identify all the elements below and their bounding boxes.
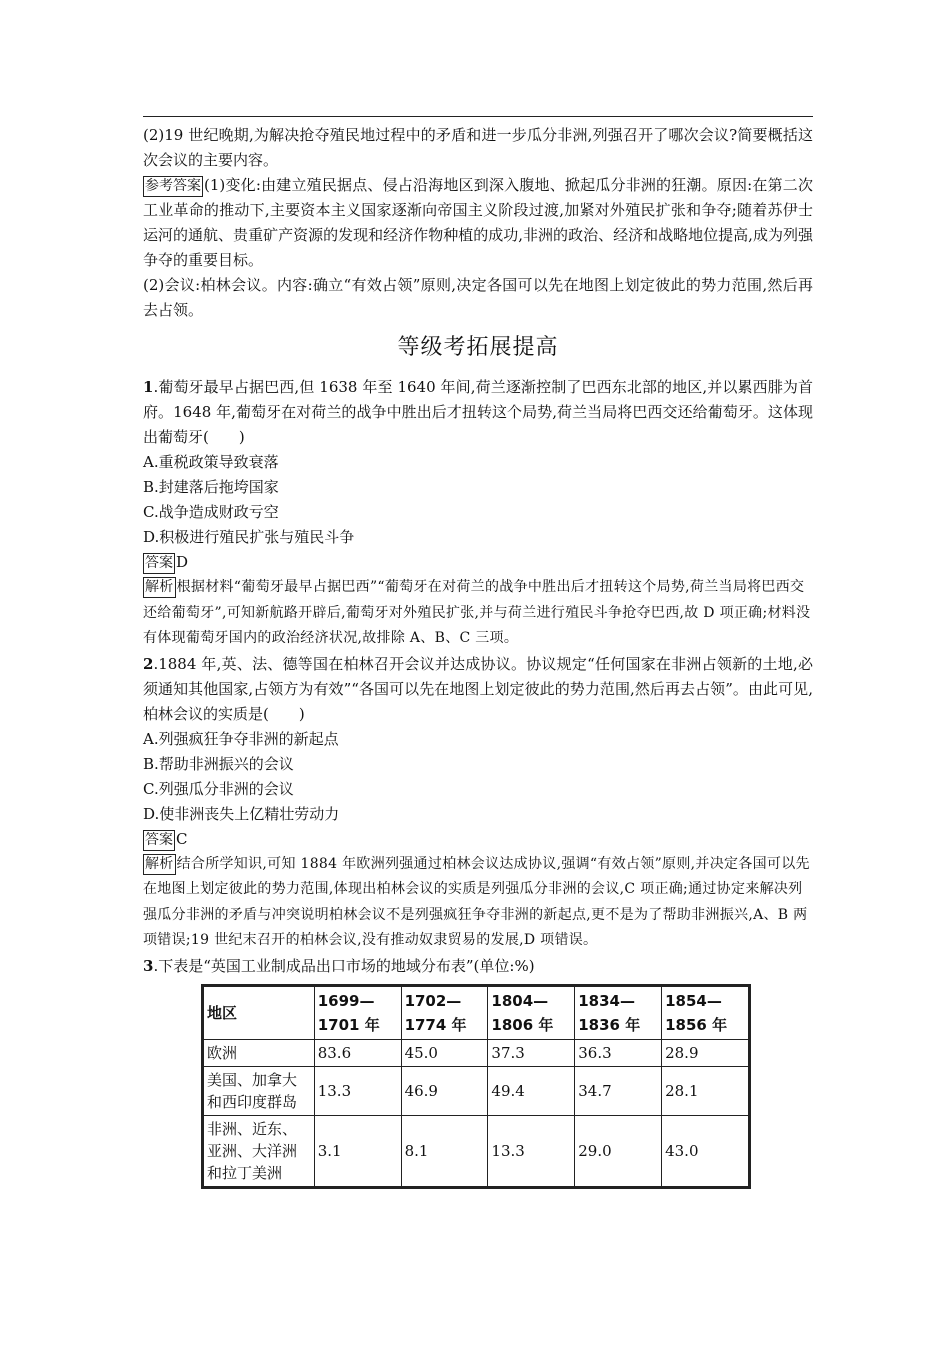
q1-stem: [143, 375, 813, 450]
q1-option-d: D.积极进行殖民扩张与殖民斗争: [143, 528, 355, 546]
q1-option-b: B.封建落后拖垮国家: [143, 478, 279, 496]
table-row: [203, 1039, 750, 1066]
table-cell: 8.1: [401, 1115, 488, 1187]
table-cell: 3.1: [314, 1115, 401, 1187]
table-row: [203, 1066, 750, 1115]
table-header-cell: 1804—1806 年: [488, 985, 575, 1039]
reference-answer-tag: 参考答案: [143, 176, 203, 197]
table-header-cell: 1834—1836 年: [575, 985, 662, 1039]
table-cell-region: 欧洲: [203, 1039, 315, 1066]
table-cell: 34.7: [575, 1066, 662, 1115]
table-cell: 49.4: [488, 1066, 575, 1115]
prev-answer-part1-text: (1)变化:由建立殖民据点、侵占沿海地区到深入腹地、掀起瓜分非洲的狂潮。原因:在第二次工业革命的推动下,主要资本主义国家逐渐向帝国主义阶段过渡,加紧对外殖民扩张和争夺;随着苏伊士运河的通航、贵重矿产资源的发现和经济作物种植的成功,非洲的政治、经济和战略地位提高,成为列强争夺的重要目标。: [143, 176, 813, 269]
table-cell: 45.0: [401, 1039, 488, 1066]
q2-answer: [143, 827, 813, 852]
q3-stem-text: .下表是“英国工业制成品出口市场的地域分布表”(单位:%): [153, 956, 535, 975]
table-header-cell: 1854—1856 年: [662, 985, 750, 1039]
table-header-row: [203, 985, 750, 1039]
q1-number: 1: [143, 378, 154, 396]
table-header-cell: 1702—1774 年: [401, 985, 488, 1039]
table-cell: 36.3: [575, 1039, 662, 1066]
table-cell: 43.0: [662, 1115, 750, 1187]
q2-option-b: B.帮助非洲振兴的会议: [143, 754, 294, 773]
section-title: 等级考拓展提高: [397, 335, 559, 360]
table-cell: 28.9: [662, 1039, 750, 1066]
table-cell: 13.3: [488, 1115, 575, 1187]
q1-answer-value: D: [176, 553, 189, 571]
prev-answer-part2: (2)会议:柏林会议。内容:确立“有效占领”原则,决定各国可以先在地图上划定彼此的势力范围,然后再去占领。: [143, 276, 813, 319]
q2-option-a: A.列强疯狂争夺非洲的新起点: [143, 729, 339, 748]
q2-number: 2: [143, 654, 154, 673]
top-rule: [143, 116, 813, 117]
q2-answer-tag: 答案: [143, 830, 175, 851]
table-cell: 28.1: [662, 1066, 750, 1115]
table-row: [203, 1115, 750, 1187]
table-cell-region: 美国、加拿大和西印度群岛: [203, 1066, 315, 1115]
q3-number: 3: [143, 956, 154, 975]
table-cell: 13.3: [314, 1066, 401, 1115]
table-header-cell: 1699—1701 年: [314, 985, 401, 1039]
q2-option-d: D.使非洲丧失上亿精壮劳动力: [143, 804, 340, 823]
q3-stem: [143, 954, 813, 979]
export-market-table: [201, 984, 751, 1189]
q2-stem: [143, 652, 813, 727]
q2-analysis-text: 结合所学知识,可知 1884 年欧洲列强通过柏林会议达成协议,强调“有效占领”原则,并决定各国可以先在地图上划定彼此的势力范围,体现出柏林会议的实质是列强瓜分非洲的会议,C 项正确;通过协定来解决列强瓜分非洲的矛盾与冲突说明柏林会议不是列强疯狂争夺非洲的新起点,更不是为了帮助非洲振兴,A、B 两项错误;19 世纪末召开的柏林会议,没有推动奴隶贸易的发展,D 项错误。: [143, 855, 810, 948]
q2-answer-value: C: [176, 829, 188, 848]
q1-analysis-text: 根据材料“葡萄牙最早占据巴西”“葡萄牙在对荷兰的战争中胜出后才扭转这个局势,荷兰当局将巴西交还给葡萄牙”,可知新航路开辟后,葡萄牙对外殖民扩张,并与荷兰进行殖民斗争抢夺巴西,故 D 项正确;材料没有体现葡萄牙国内的政治经济状况,故排除 A、B、C 三项。: [143, 579, 811, 646]
q2-analysis: [143, 852, 813, 954]
q2-option-c: C.列强瓜分非洲的会议: [143, 779, 294, 798]
prev-question-part2: (2)19 世纪晚期,为解决抢夺殖民地过程中的矛盾和进一步瓜分非洲,列强召开了哪次会议?简要概括这次会议的主要内容。: [143, 126, 813, 169]
q2-analysis-tag: 解析: [143, 854, 176, 875]
q1-option-a: A.重税政策导致衰落: [143, 453, 279, 471]
document-page: [143, 116, 813, 1189]
q2-stem-text: .1884 年,英、法、德等国在柏林召开会议并达成协议。协议规定“任何国家在非洲占领新的土地,必须通知其他国家,占领方为有效”“各国可以先在地图上划定彼此的势力范围,然后再去占领”。由此可见,柏林会议的实质是( ): [143, 654, 813, 723]
q1-analysis: [143, 575, 813, 652]
prev-answer-part1: [143, 173, 813, 273]
table-cell: 46.9: [401, 1066, 488, 1115]
table-header-cell: 地区: [203, 985, 315, 1039]
q1-analysis-tag: 解析: [143, 577, 176, 598]
table-cell: 83.6: [314, 1039, 401, 1066]
q1-answer: [143, 550, 813, 575]
q1-stem-text: .葡萄牙最早占据巴西,但 1638 年至 1640 年间,荷兰逐渐控制了巴西东北部的地区,并以累西腓为首府。1648 年,葡萄牙在对荷兰的战争中胜出后才扭转这个局势,荷兰当局将巴西交还给葡萄牙。这体现出葡萄牙( ): [143, 378, 813, 446]
table-cell: 37.3: [488, 1039, 575, 1066]
q1-option-c: C.战争造成财政亏空: [143, 503, 279, 521]
q1-answer-tag: 答案: [143, 553, 175, 574]
table-cell: 29.0: [575, 1115, 662, 1187]
table-cell-region: 非洲、近东、亚洲、大洋洲和拉丁美洲: [203, 1115, 315, 1187]
